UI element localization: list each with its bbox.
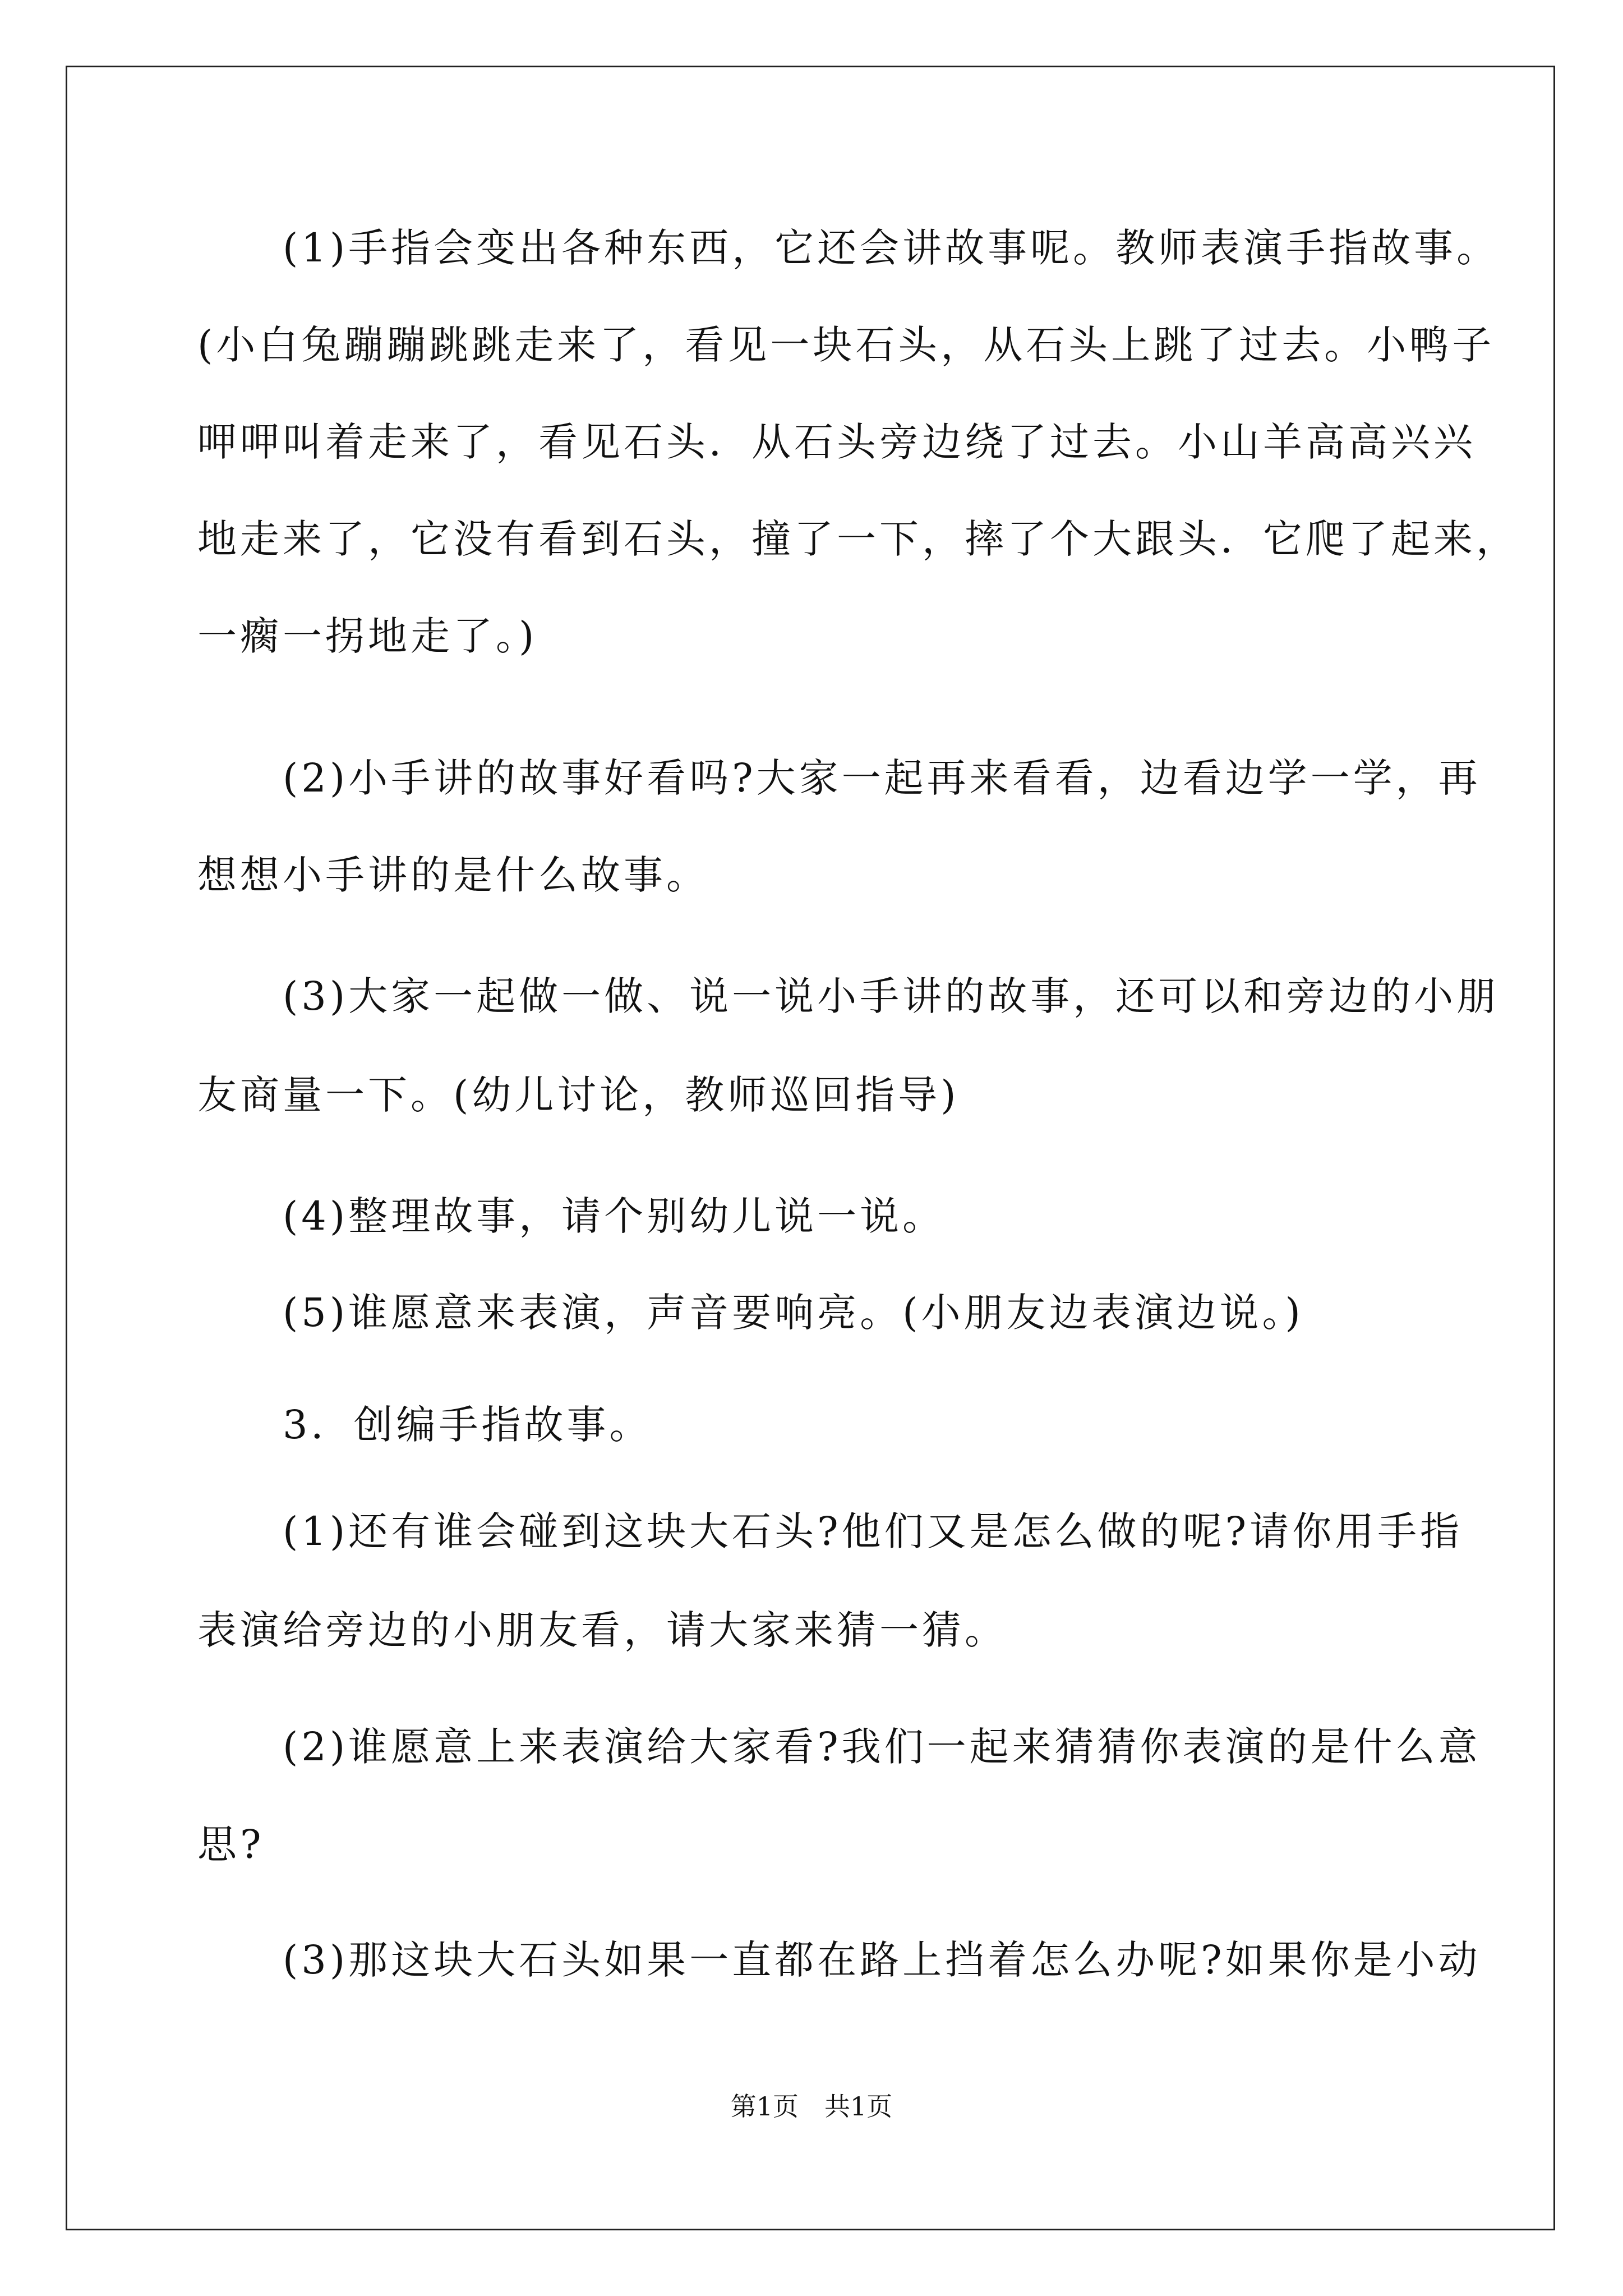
paragraph-line: (1)手指会变出各种东西，它还会讲故事呢。教师表演手指故事。: [283, 225, 1500, 271]
page-border: [66, 66, 1555, 2230]
page-footer: 第1页 共1页: [730, 2091, 893, 2122]
paragraph-line: 3．创编手指故事。: [283, 1402, 652, 1448]
paragraph-line: (2)谁愿意上来表演给大家看?我们一起来猜猜你表演的是什么意: [283, 1724, 1481, 1770]
paragraph-line: (5)谁愿意来表演，声音要响亮。(小朋友边表演边说。): [283, 1290, 1304, 1336]
paragraph-line: 地走来了，它没有看到石头，撞了一下，摔了个大跟头．它爬了起来，: [197, 516, 1519, 562]
paragraph-line: (4)整理故事，请个别幼儿说一说。: [283, 1193, 946, 1239]
paragraph-line: 想想小手讲的是什么故事。: [197, 852, 709, 898]
paragraph-line: 一瘸一拐地走了。): [197, 613, 538, 659]
paragraph-line: (小白兔蹦蹦跳跳走来了，看见一块石头，从石头上跳了过去。小鸭子: [197, 322, 1495, 368]
paragraph-line: (1)还有谁会碰到这块大石头?他们又是怎么做的呢?请你用手指: [283, 1508, 1463, 1554]
paragraph-line: 呷呷叫着走来了，看见石头．从石头旁边绕了过去。小山羊高高兴兴: [197, 419, 1476, 465]
paragraph-line: 思?: [197, 1821, 265, 1867]
paragraph-line: 表演给旁边的小朋友看，请大家来猜一猜。: [197, 1607, 1007, 1653]
paragraph-line: (3)那这块大石头如果一直都在路上挡着怎么办呢?如果你是小动: [283, 1937, 1481, 1983]
paragraph-line: (2)小手讲的故事好看吗?大家一起再来看看，边看边学一学，再: [283, 755, 1481, 801]
paragraph-line: (3)大家一起做一做、说一说小手讲的故事，还可以和旁边的小朋: [283, 973, 1500, 1019]
paragraph-line: 友商量一下。(幼儿讨论，教师巡回指导): [197, 1072, 960, 1118]
